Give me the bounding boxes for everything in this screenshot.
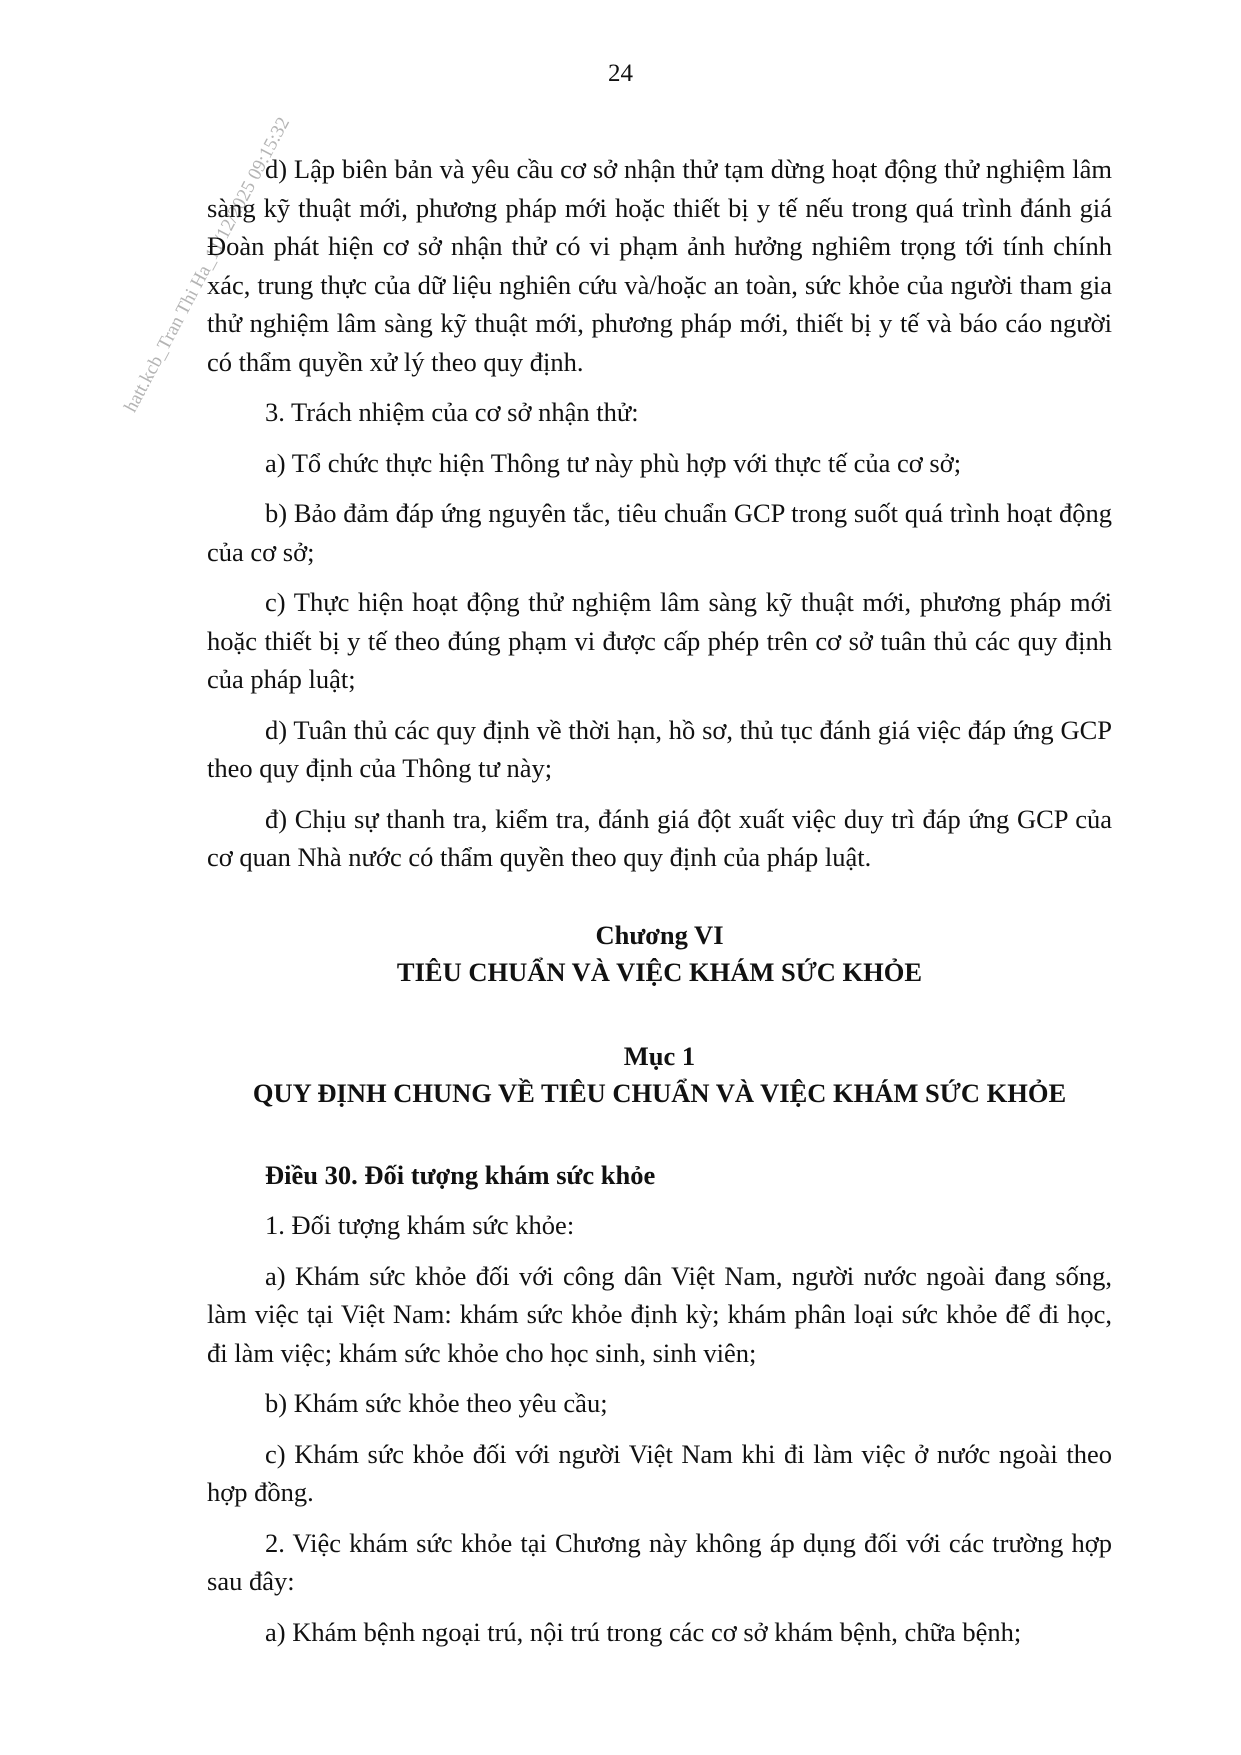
article-title: Điều 30. Đối tượng khám sức khỏe [265,1159,656,1190]
paragraph: b) Bảo đảm đáp ứng nguyên tắc, tiêu chuẩn GCP trong suốt quá trình hoạt động của cơ sở; [207,498,1112,567]
paragraph: c) Thực hiện hoạt động thử nghiệm lâm sàng kỹ thuật mới, phương pháp mới hoặc thiết bị y tế theo đúng phạm vi được cấp phép trên cơ sở tuân thủ các quy định của pháp luật; [207,587,1112,694]
paragraph: b) Khám sức khỏe theo yêu cầu; [265,1388,608,1418]
paragraph: a) Khám bệnh ngoại trú, nội trú trong các cơ sở khám bệnh, chữa bệnh; [265,1616,1022,1647]
paragraph: đ) Chịu sự thanh tra, kiểm tra, đánh giá đột xuất việc duy trì đáp ứng GCP của cơ quan Nhà nước có thẩm quyền theo quy định của pháp luật. [207,803,1112,872]
paragraph: d) Tuân thủ các quy định về thời hạn, hồ sơ, thủ tục đánh giá việc đáp ứng GCP theo quy định của Thông tư này; [207,714,1112,783]
section-title: QUY ĐỊNH CHUNG VỀ TIÊU CHUẨN VÀ VIỆC KHÁM SỨC KHỎE [252,1077,1067,1108]
paragraph: 2. Việc khám sức khỏe tại Chương này không áp dụng đối với các trường hợp sau đây: [207,1527,1112,1596]
section-label: Mục 1 [623,1040,696,1071]
chapter-heading [207,917,1112,991]
page-number: 24 [608,60,633,87]
section-heading [207,1038,1112,1112]
chapter-label: Chương VI [595,919,724,950]
paragraph: a) Tổ chức thực hiện Thông tư này phù hợp với thực tế của cơ sở; [265,447,962,478]
paragraph: 1. Đối tượng khám sức khỏe: [265,1210,575,1240]
document-body [207,150,1112,1663]
paragraph: 3. Trách nhiệm của cơ sở nhận thử: [265,397,639,427]
paragraph: a) Khám sức khỏe đối với công dân Việt Nam, người nước ngoài đang sống, làm việc tại Việt Nam: khám sức khỏe định kỳ; khám phân loại sức khỏe để đi học, đi làm việc; khám sức khỏe cho học sinh, sinh viên; [207,1260,1112,1368]
paragraph: c) Khám sức khỏe đối với người Việt Nam khi đi làm việc ở nước ngoài theo hợp đồng. [207,1438,1112,1507]
watermark: hatt.kcb_Tran Thi Ha_11/12/2025 09:15:32 [120,113,295,416]
paragraph: d) Lập biên bản và yêu cầu cơ sở nhận thử tạm dừng hoạt động thử nghiệm lâm sàng kỹ thuật mới, phương pháp mới hoặc thiết bị y tế nếu trong quá trình đánh giá Đoàn phát hiện cơ sở nhận thử có vi phạm ảnh hưởng nghiêm trọng tới tính chính xác, trung thực của dữ liệu nghiên cứu và/hoặc an toàn, sức khỏe của người tham gia thử nghiệm lâm sàng kỹ thuật mới, phương pháp mới, thiết bị y tế và báo cáo người có thẩm quyền xử lý theo quy định. [207,154,1112,377]
chapter-title: TIÊU CHUẨN VÀ VIỆC KHÁM SỨC KHỎE [396,956,923,987]
